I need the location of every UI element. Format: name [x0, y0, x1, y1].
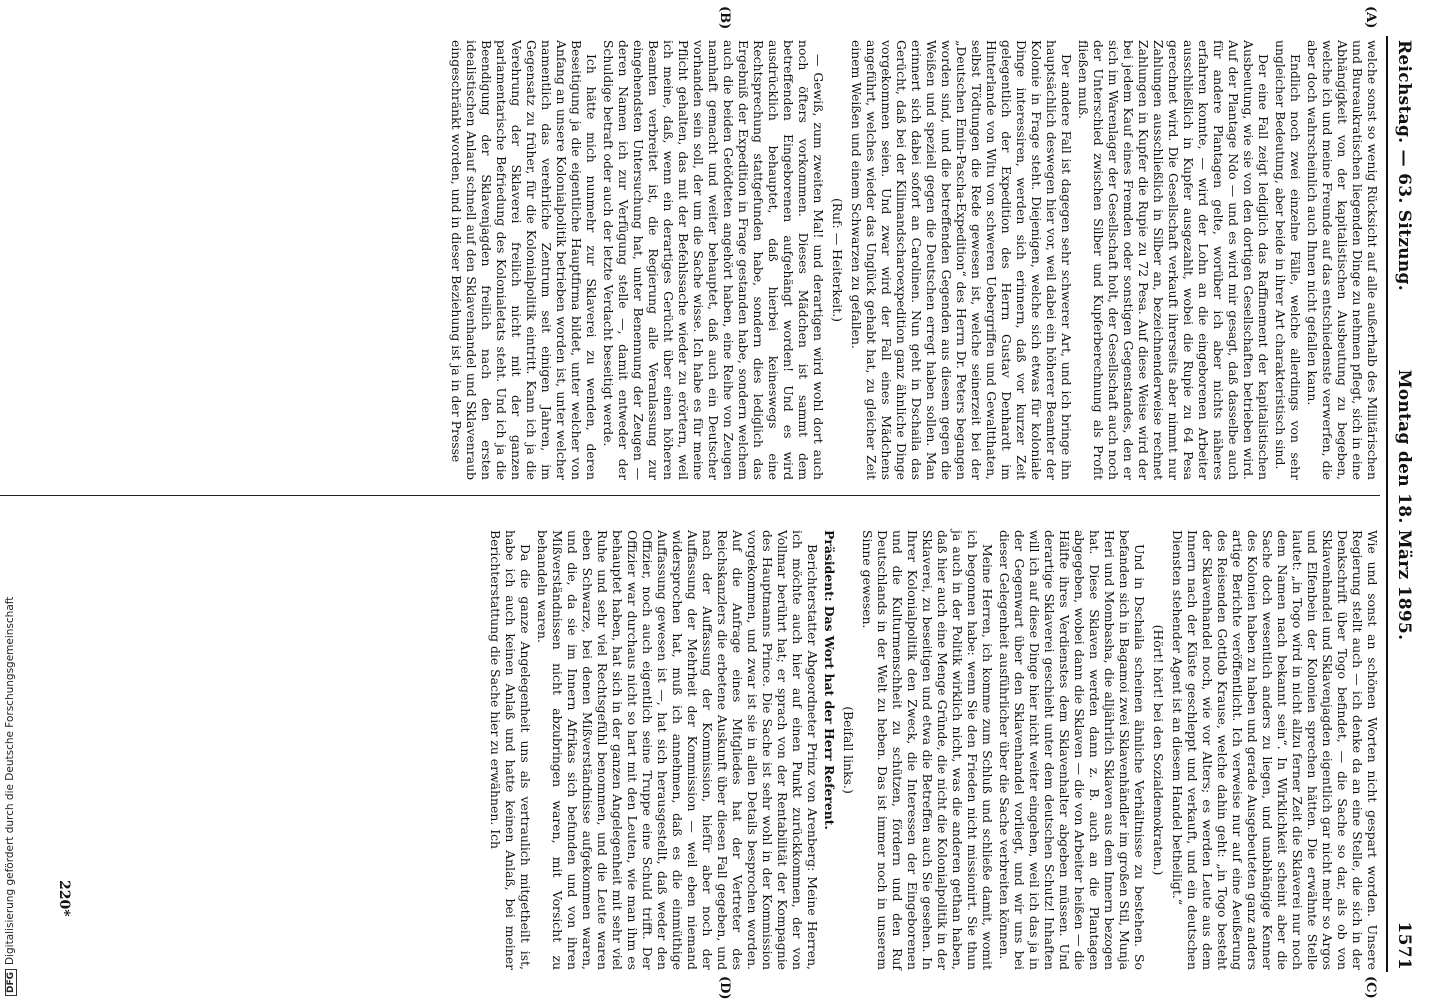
paragraph: Da die ganze Angelegenheit uns als vertraulich mitgetheilt ist, habe ich auch keinen Anlaß und hatte keinen Anlaß, bei meiner Berichterstattung die Sache hier zu erwähnen. Ich [488, 530, 533, 970]
digitization-credit [4, 597, 17, 996]
margin-letter-d: (D) [717, 976, 732, 1000]
paragraph: Berichterstatter Abgeordneter Prinz von Arenberg: Meine Herren, ich möchte auch hier auf einen Punkt zurückkommen, der von Vollmar berührt hat; er sprach von der Rentabilität der Kompagnie des Hauptmanns Prince. Die Sache ist sehr wohl in der Kommission vorgekommen, und zwar ist sie in allen Details besprochen worden. Auf die Anfrage eines Mitgliedes hat der Vertreter des Reichskanzlers die erbetene Auskunft über diesen Fall gegeben, und nach der Auffassung der Kommission, hiefür aber noch der Auffassung der Mehrheit der Kommission — weil eben niemand widersprochen hat, muß ich annehmen, daß es die einmüthige Auffassung gewesen ist —, hat sich herausgestellt, daß weder den Offizier, noch auch eigentlich seine Truppe eine Schuld trifft. Der Offizier war durchaus nicht so hart mit den Leuten, wie man ihm es behauptet haben, hat sich in der ganzen Angelegenheit mit sehr viel Ruhe und sehr viel Rechtsgefühl benommen, und die Leute waren eben Schwarze, bei denen Mißverständnisse aufgekommen waren, und die, da sie im Innern Afrikas sich befunden und von ihren Mißverständnissen nicht abzubringen waren, mit Vorsicht zu behandeln waren. [535, 530, 820, 970]
paragraph: Präsident: Das Wort hat der Herr Referent. [822, 530, 837, 830]
margin-letter-b: (B) [717, 6, 732, 30]
paragraph: (Hört! hört! bei den Sozialdemokraten.) [1151, 624, 1166, 876]
paragraph: (Ruf: — Heiterkeit.) [830, 197, 845, 323]
paragraph: Und in Dschaila scheinen ähnliche Verhältnisse zu bestehen. So befanden sich in Bagamoi zwei Sklavenhändler im großen Stil, Munja Heri und Mombasha, die alljährlich Sklaven aus dem Innern bezogen hat. Diese Sklaven werden dann z. B. auch an die Plantagen abgegeben, wobei dann die Sklaven — die von Arbeiter heißen — die Hälfte ihres Verdienstes dem Sklavenhalter abgeben müssen. Und derartige Sklaverei geschieht unter dem deutschen Schutz! Inhaften will ich auf diese Dinge hier nicht weiter eingehen, weil ich das ja in der Gegenwart über den Sklavenhandel vorliegt, und wir uns bei dieser Gelegenheit ausführlicher über die Sache verbreiten können. [997, 530, 1147, 970]
paragraph: Wie und sonst an schönen Worten nicht gespart worden. Unsere Regierung stellt auch — ich denke da an eine Stelle, die sich in der Denkschrift über Togo befindet, — die Sache so dar, als ob von Sklavenhandel und Sklavenjagden eigentlich gar nicht mehr so Argos und Elfenbein der Kolonien sprechen hätten. Die erwähnte Stelle lautet: „in Togo wird in nicht allzu ferner Zeit die Sklaverei nur noch dem Namen nach bekannt sein“. In Wirklichkeit scheint aber die Sache doch wesentlich anders zu liegen, und unabhängige Kenner des Kolonien haben zu haben und gerade Ausgebeuteten ganz anders artige Berichte veröffentlicht. Ich verweise nur auf eine Aeußerung des Reisenden Gottlob Krause, welche dahin geht: „in Togo besteht der Sklavenhandel noch, wie vor Alters; es werden Leute aus dem Innern nach der Küste geschleppt und verkauft, und ein deutschen Diensten stehender Agent ist an diesem Handel betheiligt.“ [1170, 530, 1380, 970]
paragraph: (Beifall links.) [841, 706, 856, 794]
margin-letter-a: (A) [1363, 6, 1378, 29]
header-page-number: 1571 [1394, 921, 1414, 970]
header-chamber: Reichstag. — 63. Sitzung. [1394, 40, 1414, 291]
credit-text: Digitalisierung gefördert durch die Deutsche Forschungsgemeinschaft [4, 596, 16, 965]
paragraph: welche sonst so wenig Rücksicht auf alle außerhalb des Militärischen und Bureaukratischen liegenden Dinge zu nehmen pflegt, sich in eine Abhängigkeit von der kapitalistischen Ausbeutung zu begeben, welche ich und meine Freunde auf das entschiedenste verwerfen, die aber doch wahrscheinlich auch Ihnen nicht gefallen kann. [1305, 40, 1380, 480]
paragraph: Der andere Fall ist dagegen sehr schwerer Art, und ich bringe ihn hauptsächlich deswegen hier vor, weil dabei ein höherer Beamter der Kolonie in Frage steht. Diejenigen, welche sich etwas für koloniale Dinge interessiren, werden sich erinnern, daß vor kurzer Zeit gelegentlich der Expedition des Herrn Gustav Denhardt im Hinterlande von Witu von schweren Uebergriffen und Gewaltthaten, selbst Tödtungen die Rede gewesen ist, welche seinerzeit bei der „Deutschen Emin-Pascha-Expedition“ des Herrn Dr. Peters begangen worden sind, und die betreffenden Gegenden aus diesem gegen die Weißen und speziell gegen die Deutschen erregt haben sollen. Man erinnert sich dabei sofort an Carolinen. Nun geht in Dschaila das Gerücht, daß bei der Kilimandscharoexpedition ganz ähnliche Dinge vorgekommen seien. Und zwar wird der Fall eines Mädchens angeführt, welches wieder das Unglück gehabt hat, zu gleicher Zeit einem Weißen und einem Schwarzen zu gefallen. [849, 40, 1074, 480]
paragraph: Der eine Fall zeigt lediglich das Raffinement der kapitalistischen Ausbeutung, wie sie von den dortigen Gesellschaften betrieben wird. Auf der Plantage Ndo — und es wird mir gesagt, daß dasselbe auch für andere Plantagen gelte, worüber ich aber nichts näheres erfahren konnte, — wird der Lohn an die eingeborenen Arbeiter ausschließlich in Kupfer ausgezahlt, wobei die Rupie zu 64 Pesa gerechnet wird. Die Gesellschaft verkauft ihrerseits aber nimmt nur Zahlungen ausschließlich in Silber an, bezeichnenderweise rechnet Zahlungen in Kupfer die Rupie zu 72 Pesa. Auf diese Weise wird der bei jedem Kauf eines Fremden oder sonstigen Gegenstandes, den er sich im Warenlager der Gesellschaft holt, der Gesellschaft auch noch der Unterschied zwischen Silber und Kupferberechnung als Profit fließen muß. [1076, 40, 1271, 480]
dfg-logo-icon: DFG [5, 969, 17, 996]
margin-letter-c: (C) [1363, 976, 1378, 999]
header-date: Montag den 18. März 1895. [1394, 369, 1414, 641]
header-rule [1386, 36, 1388, 972]
right-column [486, 530, 1380, 970]
left-column [447, 40, 1380, 480]
column-divider [0, 495, 1380, 496]
sheet-signature: 220* [56, 880, 72, 917]
running-header [1388, 40, 1418, 970]
paragraph: Endlich noch zwei einzelne Fälle, welche allerdings von sehr ungleicher Bedeutung, aber beide in ihrer Art charakteristisch sind. [1273, 40, 1303, 480]
paragraph: Ich hätte mich nunmehr zur Sklaverei zu wenden, deren Beseitigung ja die eigentliche Hauptfirma bildet, unter welcher von Anfang an unsere Kolonialpolitik betrieben worden ist, unter welcher namentlich das verehrliche Zentrum seit einigen Jahren, im Gegensatz zu früher, für die Kolonialpolitik eintritt. Kann ich ja die Verehrung der Sklaverei freilich nicht mit der ganzen parlamentarische Befriedung des Kolonialetats steht. Und ich ja die Beendigung der Sklavenjagden freilich nach den ersten idealistischen Anlauf schnell auf den Sklavenhandel und Sklavenraub eingeschränkt worden, und in dieser Beziehung ist ja in der Presse [449, 40, 599, 480]
paragraph: — Gewiß, zum zweiten Mal! und derartigen wird wohl dort auch noch öfters vorkommen. Dieses Mädchen ist sammt dem betreffenden Eingeborenen aufgehängt worden! Und es wird ausdrücklich behauptet, daß hierbei keineswegs eine Rechtsprechung stattgefunden habe, sondern dies lediglich das Ergebniß der Expedition in Frage gestanden habe, sondern welchem auch die beiden Getödteten angehört haben, eine Reihe von Zeugen namhaft gemacht und weiter behauptet, daß auch ein Deutscher vorhanden sein soll, der um die Sache wisse. Ich habe es für meine Pflicht gehalten, das mit der Befehlssache wieder zu erörtern, weil ich meine, daß, wenn ein derartiges Gerücht über einen höheren Beamten verbreitet ist, die Regierung alle Veranlassung zur eingehendsten Untersuchung hat, unter Benennung der Zeugen — deren Namen ich zur Verfügung stelle —, damit entweder der Schuldige betraft oder auch der letzte Verdacht beseitigt werde. [601, 40, 826, 480]
paragraph: Meine Herren, ich komme zum Schluß und schließe damit, womit ich begonnen habe: wenn Sie den Frieden nicht missionirt. Sie thun ja auch in der Politik wirklich nicht, was die anderen gethan haben, daß hier auch eine Menge Gründe, die nicht die Kolonialpolitik in der Sklaverei, zu beseitigen und etwa die Betreffen auch Sie gesehen. In Ihrer Kolonialpolitik den Zweck, die Interessen der Eingeborenen und die Kulturmenschheit zu schützen, fördern und den Ruf Deutschlands in der Welt zu heben. Das ist immer noch in unserem Sinne gewesen. [860, 530, 995, 970]
